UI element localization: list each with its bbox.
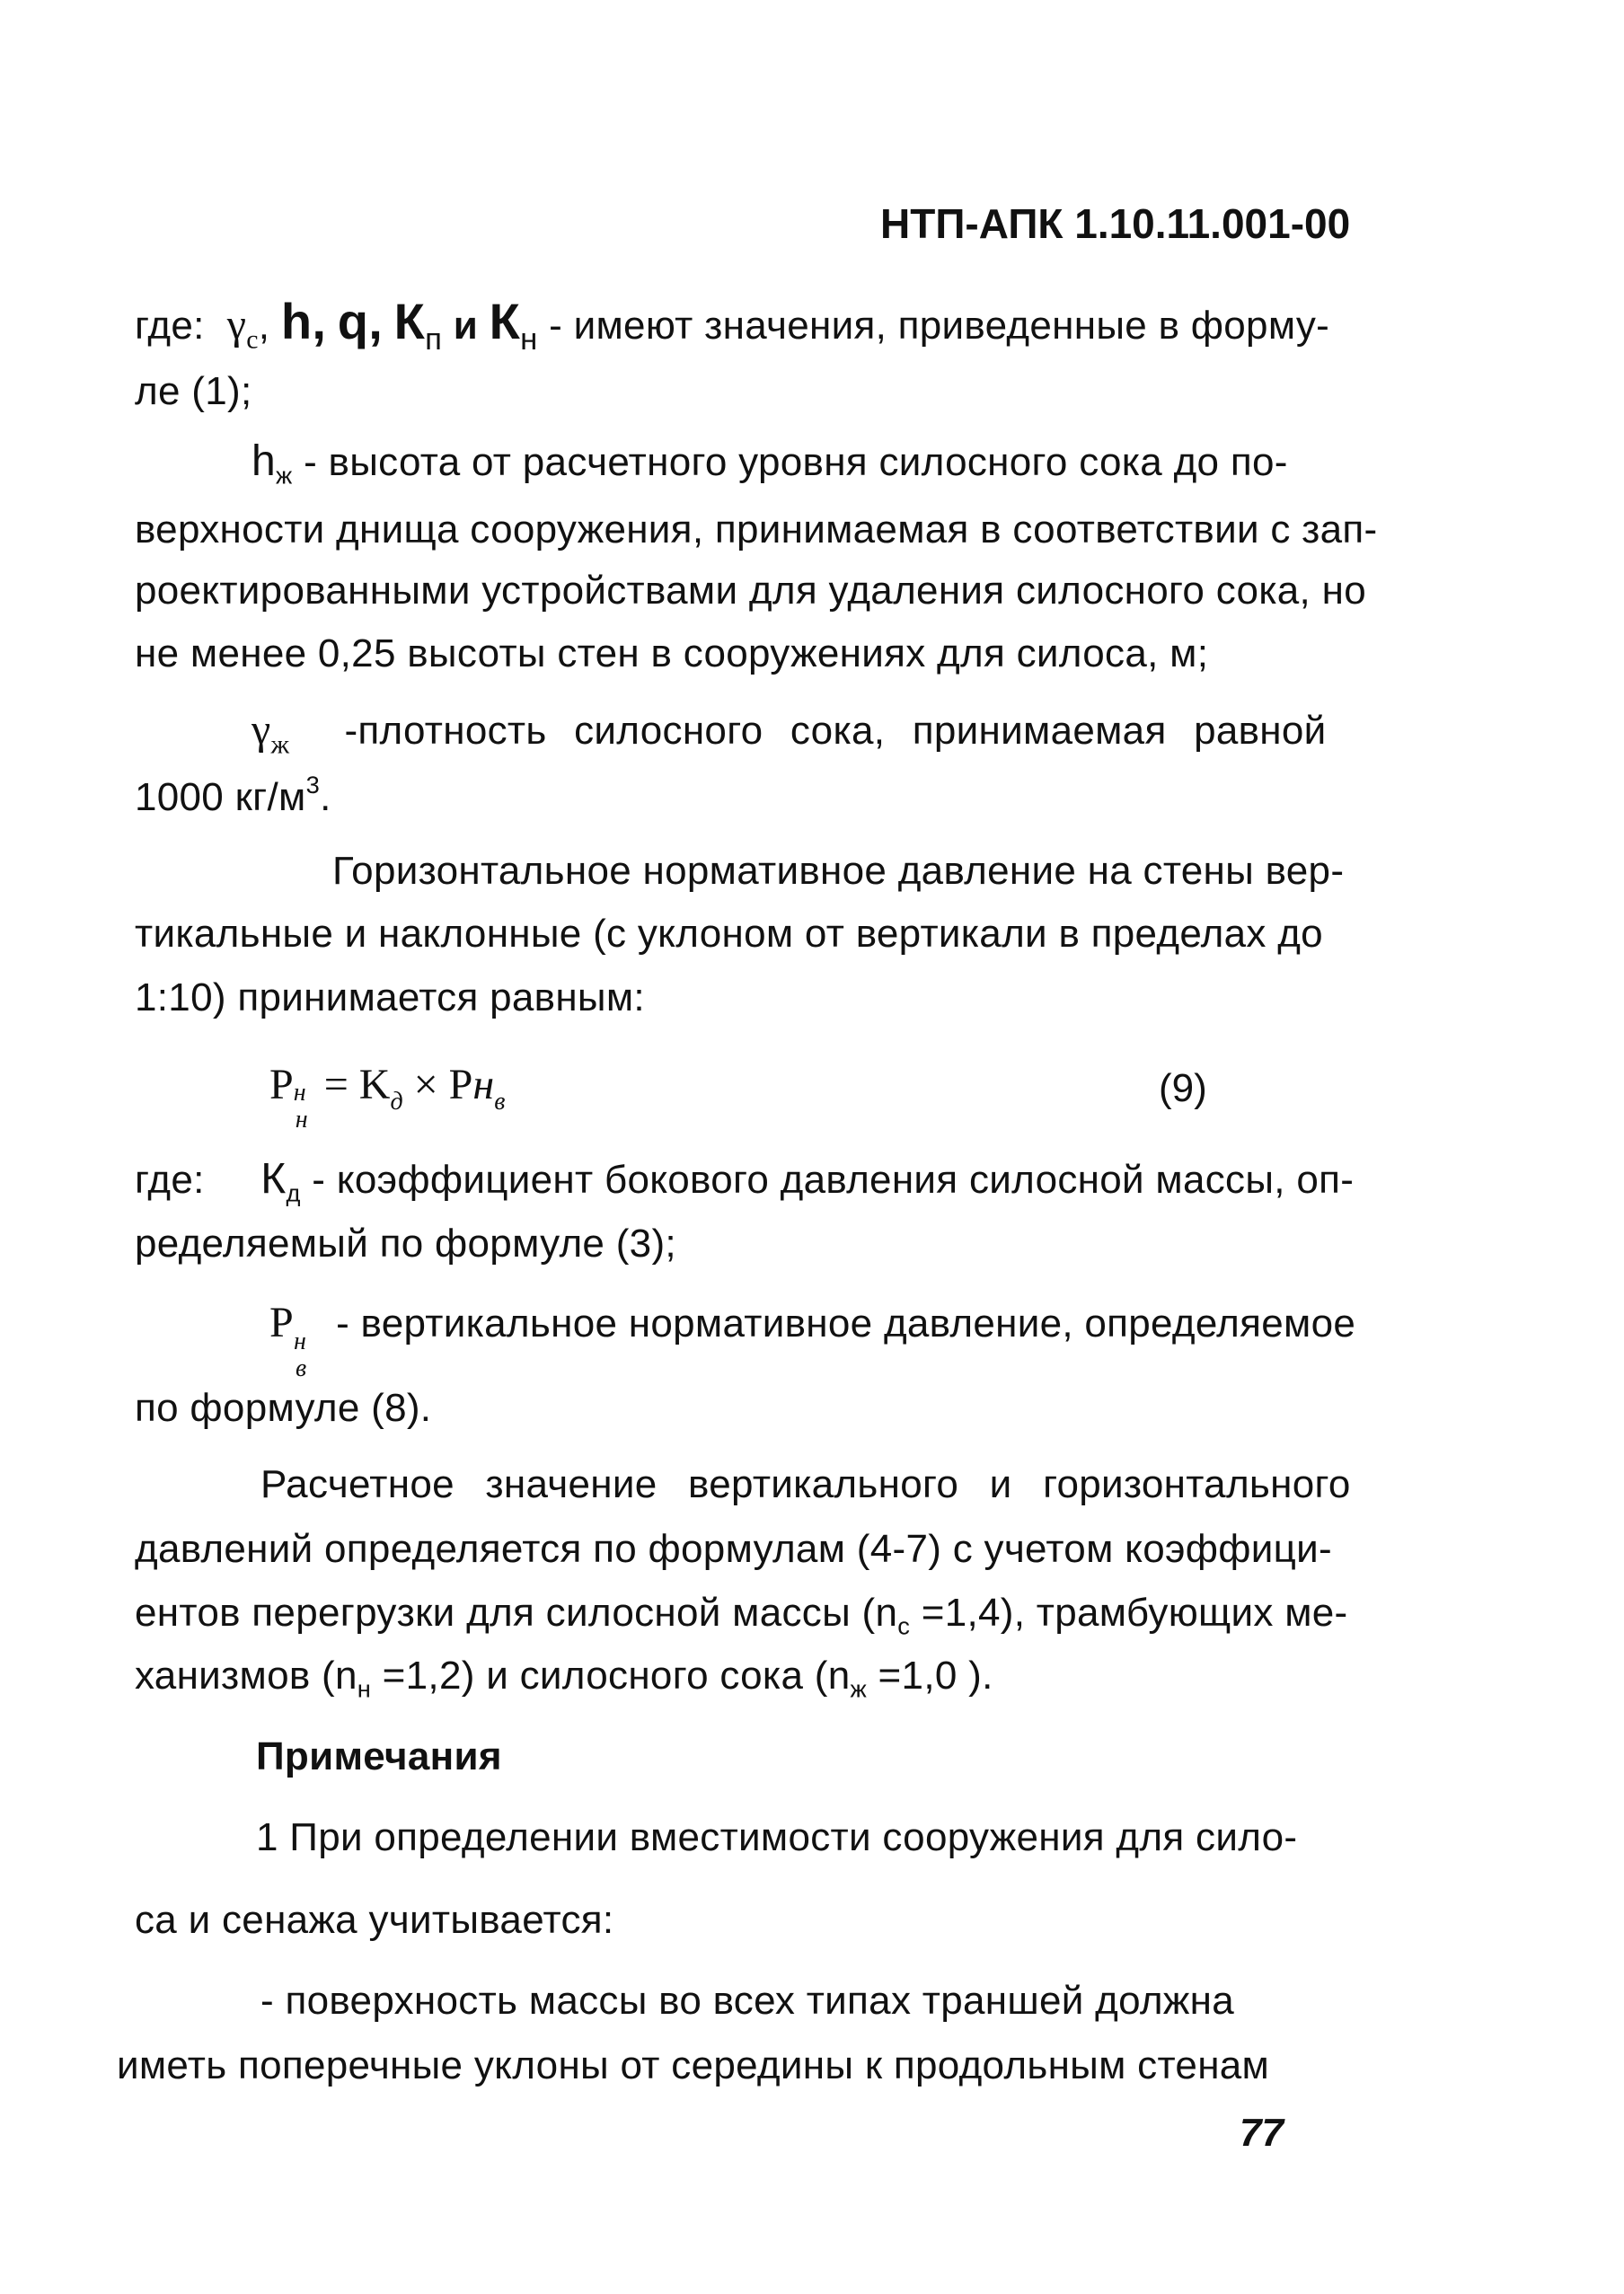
hzh-symbol: $h_ж$ [252, 437, 293, 490]
para2-line2: верхности днища сооружения, принимаемая в соответствии с зап- [135, 507, 1378, 551]
para2-line1: $h_ж$ - высота от расчетного уровня силосного сока до по- [252, 437, 1288, 490]
para1-line2: ле (1); [135, 369, 252, 413]
para7-line1: Расчетное значение вертикального и горизонтального [260, 1462, 1351, 1506]
equation-number: (9) [1159, 1066, 1207, 1110]
kn-symbol: $К_н$ [489, 293, 538, 357]
para4-line1: Горизонтальное нормативное давление на стены вер- [332, 849, 1345, 893]
note-bullet-line2: иметь поперечные уклоны от середины к продольным стенам [117, 2043, 1270, 2087]
h-symbol: h [280, 293, 313, 349]
para1-line1: где: $\gamma_с$, h, q, $К_п$ и $К_н$ - имеют значения, приведенные в форму- [135, 293, 1330, 357]
document-code-header: НТП-АПК 1.10.11.001-00 [880, 200, 1351, 247]
para7-line4: ханизмов $(n_н =1,2)$ и силосного сока ($n_ж =1,0$ ). [135, 1654, 993, 1703]
para2-line3: роектированными устройствами для удаления силосного сока, но [135, 569, 1366, 613]
para6-line2: по формуле (8). [135, 1386, 432, 1430]
page-number: 77 [1240, 2111, 1284, 2155]
para5-line1: где: $К_д$ - коэффициент бокового давления силосной массы, оп- [135, 1155, 1355, 1207]
para7-line2: давлений определяется по формулам (4-7) с учетом коэффици- [135, 1527, 1332, 1571]
para3-line1: $\gamma_ж$ -плотность силосного сока, принимаемая равной [252, 706, 1327, 760]
para5-line2: ределяемый по формуле (3); [135, 1222, 676, 1266]
gamma-zh-symbol: $\gamma_ж$ [252, 706, 290, 760]
pv-symbol: P н в [269, 1299, 307, 1382]
para3-line2: 1000 $кг/м^3$. [135, 770, 331, 819]
para2-line4: не менее 0,25 высоты стен в сооружениях для силоса, м; [135, 631, 1209, 675]
notes-title: Примечания [256, 1734, 502, 1778]
para6-line1: P н в - вертикальное нормативное давление, определяемое [269, 1299, 1356, 1382]
para4-line3: 1:10) принимается равным: [135, 975, 645, 1019]
note-bullet-line1: - поверхность массы во всех типах траншей должна [260, 1979, 1234, 2023]
note1-line2: са и сенажа учитывается: [135, 1898, 614, 1942]
para7-line3: ентов перегрузки для силосной массы $(n_с =1,4)$, трамбующих ме- [135, 1591, 1348, 1640]
kp-symbol: $К_п$ [393, 293, 443, 357]
q-symbol: q [337, 293, 369, 349]
para1-lead: где: [135, 304, 205, 348]
note1-line1: 1 При определении вместимости сооружения для сило- [256, 1815, 1298, 1859]
gamma-c-symbol: $\gamma_с$ [226, 301, 259, 355]
kd-symbol: $К_д$ [260, 1155, 301, 1207]
and-word: и [453, 304, 479, 348]
formula-9: P н н = $K_д \times Pн_в$ [269, 1061, 506, 1134]
para4-line2: тикальные и наклонные (с уклоном от вертикали в пределах до [135, 912, 1323, 956]
para1-rest1: - имеют значения, приведенные в форму- [549, 304, 1330, 348]
